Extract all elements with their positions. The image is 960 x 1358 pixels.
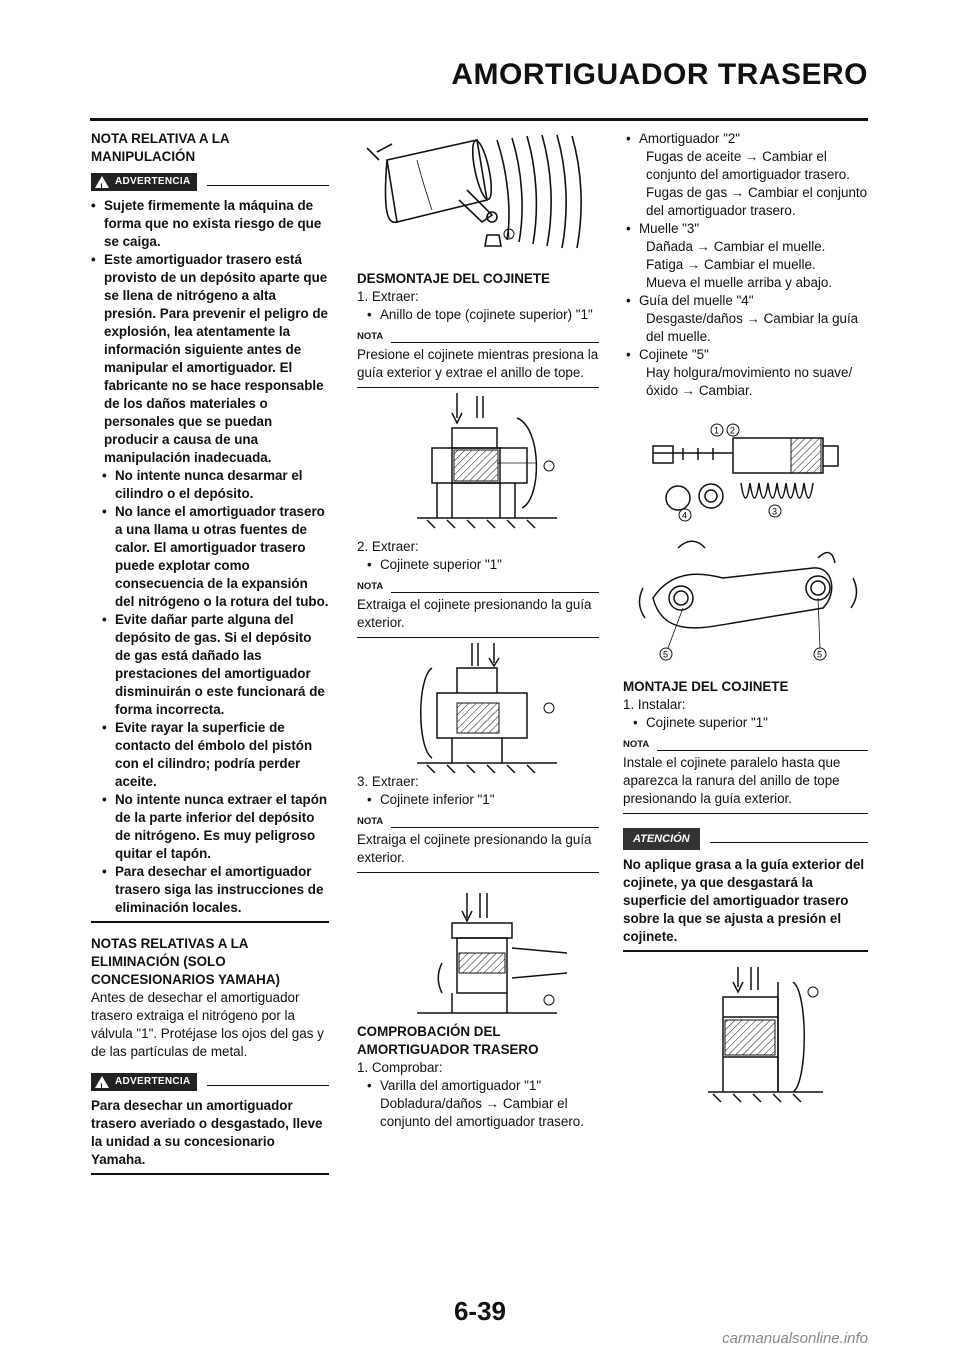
- warning-triangle-icon: !: [95, 176, 109, 188]
- spring-guide-detail: Desgaste/daños → Cambiar la guía del muelle.: [646, 311, 859, 344]
- caution-header: [623, 828, 868, 850]
- watermark-site: carmanualsonline.info: [722, 1330, 868, 1347]
- warning-subitem: • No lance el amortiguador trasero a una llama u otras fuentes de calor. El amortiguador trasero puede explotar como consecuencia de la expansión del nitrógeno o la rotura del tubo.: [102, 503, 329, 611]
- step-3: 3. Extraer:: [357, 774, 419, 789]
- nota-1-text: Presione el cojinete mientras presiona la guía exterior y extrae el anillo de tope.: [357, 347, 599, 380]
- shock-detail-oil: Fugas de aceite → Cambiar el conjunto del amortiguador trasero.: [646, 149, 850, 182]
- bearing-detail: Hay holgura/movimiento no suave/óxido → Cambiar.: [646, 365, 853, 398]
- check-item-bearing: • Cojinete "5": [626, 346, 868, 364]
- warning-badge-2: ! ADVERTENCIA: [91, 1073, 197, 1091]
- step-1-item: • Anillo de tope (cojinete superior) "1": [367, 306, 599, 324]
- check-item-spring: • Muelle "3": [626, 220, 868, 238]
- install-step-1-item: • Cojinete superior "1": [633, 714, 868, 732]
- column-left: [91, 130, 329, 1175]
- warning-subitem: • No intente nunca extraer el tapón de la parte inferior del depósito de nitrógeno. Es muy peligroso quitar el tapón.: [102, 791, 329, 863]
- bearing-install-figure: [623, 962, 868, 1112]
- check-item-spring-guide: • Guía del muelle "4": [626, 292, 868, 310]
- shock-components-figure: [623, 408, 868, 678]
- spring-detail-1: Dañada → Cambiar el muelle.: [646, 239, 826, 254]
- warning-item: • Sujete firmemente la máquina de forma que no exista riesgo de que se caiga.: [91, 197, 329, 251]
- header-rule: [90, 118, 868, 121]
- figure-callout-1: 1: [506, 230, 511, 240]
- figure-callout-4: 4: [682, 510, 688, 521]
- check-item-rod-detail: Dobladura/daños → Cambiar el conjunto del amortiguador trasero.: [380, 1096, 584, 1129]
- heading-bearing-removal: DESMONTAJE DEL COJINETE: [357, 271, 550, 286]
- heading-disposal: NOTAS RELATIVAS A LA ELIMINACIÓN (SOLO CONCESIONARIOS YAMAHA): [91, 936, 280, 987]
- warning-subitem: • No intente nunca desarmar el cilindro o el depósito.: [102, 467, 329, 503]
- figure-callout-3: 3: [772, 506, 778, 517]
- install-step-1: 1. Instalar:: [623, 697, 686, 712]
- page-title: AMORTIGUADOR TRASERO: [451, 58, 868, 91]
- nota-install-text: Instale el cojinete paralelo hasta que aparezca la ranura del anillo de tope presionando la guía exterior.: [623, 755, 841, 806]
- warning-item: • Este amortiguador trasero está provisto de un depósito aparte que se llena de nitrógeno a alta presión. Para prevenir el peligro de explosión, lea atentamente la información siguiente antes de manipular el amortiguador. El fabricante no se hace responsable de los daños materiales o personales que se puedan producir a causa de una manipulación inadecuada.: [91, 251, 329, 467]
- warning-disposal-text: Para desechar un amortiguador trasero averiado o desgastado, lleve la unidad a su concesionario Yamaha.: [91, 1098, 323, 1167]
- warning-header-2: [91, 1073, 329, 1091]
- warning-header: [91, 173, 329, 191]
- warning-subitem: • Evite rayar la superficie de contacto del émbolo del pistón con el cilindro; podría perder aceite.: [102, 719, 329, 791]
- spring-detail-3: Mueva el muelle arriba y abajo.: [646, 275, 833, 290]
- heading-bearing-install: MONTAJE DEL COJINETE: [623, 679, 789, 694]
- nota-3-text: Extraiga el cojinete presionando la guía exterior.: [357, 832, 592, 865]
- step-1: 1. Extraer:: [357, 289, 419, 304]
- warning-badge: ! ADVERTENCIA: [91, 173, 197, 191]
- caution-badge: ATENCIÓN: [623, 828, 700, 850]
- bearing-removal-figure-1: [357, 388, 599, 538]
- bearing-removal-figure-3: [357, 873, 599, 1023]
- nota-header-1: NOTA: [357, 328, 599, 346]
- check-item-rod: • Varilla del amortiguador "1": [367, 1077, 599, 1095]
- disposal-paragraph: Antes de desechar el amortiguador trasero extraiga el nitrógeno por la válvula "1". Protéjase los ojos del gas y de las partículas de metal.: [91, 990, 324, 1059]
- nota-header-install: NOTA: [623, 736, 868, 754]
- figure-callout-5: 5: [663, 649, 669, 660]
- nota-header-3: NOTA: [357, 813, 599, 831]
- shock-detail-gas: Fugas de gas → Cambiar el conjunto del amortiguador trasero.: [646, 185, 868, 218]
- page-number: 6-39: [453, 1296, 507, 1326]
- column-middle: [357, 130, 599, 1131]
- heading-shock-check: COMPROBACIÓN DEL AMORTIGUADOR TRASERO: [357, 1024, 539, 1057]
- step-2: 2. Extraer:: [357, 539, 419, 554]
- check-item-shock: • Amortiguador "2": [626, 130, 868, 148]
- column-right: [623, 130, 868, 1112]
- caution-text: No aplique grasa a la guía exterior del cojinete, ya que desgastará la superficie del amortiguador trasero sobre la que se ajusta a presión el cojinete.: [623, 857, 865, 944]
- spring-detail-2: Fatiga → Cambiar el muelle.: [646, 257, 816, 272]
- heading-handling: NOTA RELATIVA A LA MANIPULACIÓN: [91, 131, 230, 164]
- step-3-item: • Cojinete inferior "1": [367, 791, 599, 809]
- check-step-1: 1. Comprobar:: [357, 1060, 443, 1075]
- step-2-item: • Cojinete superior "1": [367, 556, 599, 574]
- nota-header-2: NOTA: [357, 578, 599, 596]
- figure-callout-2: 2: [730, 425, 736, 436]
- figure-callout-1: 1: [714, 425, 720, 436]
- figure-callout-5: 5: [817, 649, 823, 660]
- nota-2-text: Extraiga el cojinete presionando la guía exterior.: [357, 597, 592, 630]
- warning-triangle-icon: !: [95, 1076, 109, 1088]
- warning-subitem: • Para desechar el amortiguador trasero siga las instrucciones de eliminación locales.: [102, 863, 329, 917]
- warning-block: [91, 197, 329, 917]
- warning-subitem: • Evite dañar parte alguna del depósito de gas. Si el depósito de gas está dañado las prestaciones del amortiguador disminuirán o este funcionará de forma incorrecta.: [102, 611, 329, 719]
- bearing-removal-figure-2: [357, 638, 599, 773]
- shock-absorber-figure: [357, 130, 599, 270]
